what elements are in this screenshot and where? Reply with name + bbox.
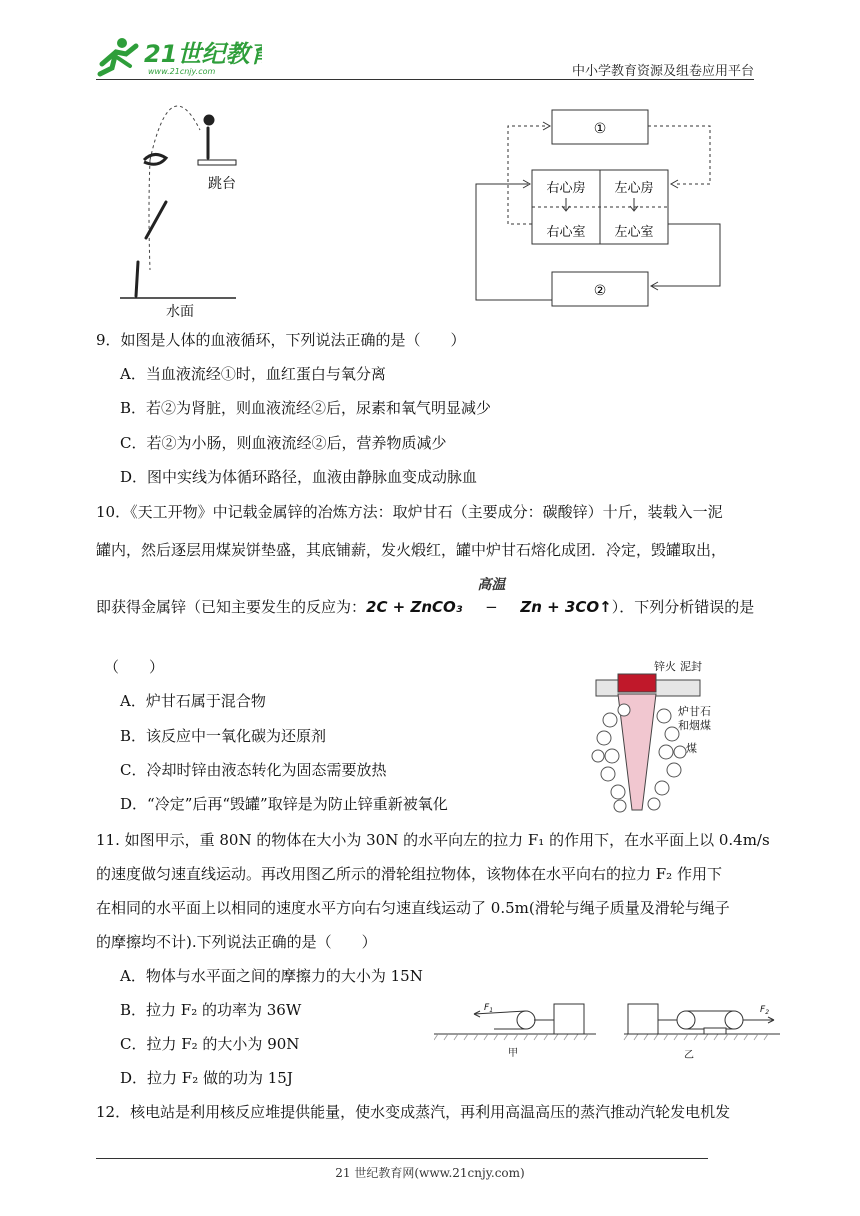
q11-option-a: A．物体与水平面之间的摩擦力的大小为 15N (120, 967, 423, 985)
left-ventricle-label: 左心室 (614, 225, 654, 240)
diving-figure (110, 90, 260, 324)
force-f1-label: $F_1$ (484, 1003, 494, 1014)
q12-line-1: 12．核电站是利用核反应堆提供能量，使水变成蒸汽，再利用高温高压的蒸汽推动汽轮发电机发 (96, 1103, 731, 1121)
platform-name: 中小学教育资源及组卷应用平台 (571, 64, 754, 79)
q11-line-3: 在相同的水平面上以相同的速度水平方向右匀速直线运动了 0.5m(滑轮与绳子质量及滑轮与绳子 (96, 899, 730, 917)
reaction-left: 2C + ZnCO₃ (366, 598, 463, 616)
q11-option-d: D．拉力 F₂ 做的功为 15J (120, 1069, 293, 1087)
right-ventricle-label: 右心室 (546, 225, 586, 240)
furnace-ore-label: 炉甘石 (678, 705, 711, 718)
q10-line-3-pre: 即获得金属锌（已知主要发生的反应为： (96, 598, 367, 616)
q10-line-3-post: ）．下列分析错误的是 (611, 598, 755, 616)
reaction-condition: 高温 (477, 577, 506, 593)
q9-option-a: A．当血液流经①时，血红蛋白与氧分离 (120, 365, 386, 383)
q10-line-3 (96, 577, 755, 617)
q11-option-b: B．拉力 F₂ 的功率为 36W (120, 1001, 302, 1019)
figure-jia-label: 甲 (508, 1048, 518, 1059)
q11-option-c: C．拉力 F₂ 的大小为 90N (120, 1035, 300, 1053)
furnace-coal-mix-label: 和烟煤 (678, 719, 711, 732)
footer-divider (96, 1158, 708, 1159)
diver-tuck (144, 154, 166, 164)
header-divider (96, 79, 754, 80)
q10-option-b: B．该反应中一氧化碳为还原剂 (120, 727, 327, 745)
q10-option-c: C．冷却时锌由液态转化为固态需要放热 (120, 761, 387, 779)
footer-link[interactable]: 21 世纪教育网(www.21cnjy.com) (335, 1166, 525, 1180)
furnace-figure (590, 660, 730, 824)
furnace-seal-label: 泥封 (680, 660, 702, 673)
diver-entering (136, 262, 138, 296)
left-atrium-label: 左心房 (614, 181, 654, 196)
water-label: 水面 (166, 304, 194, 320)
q10-option-d: D．“冷定”后再“毁罐”取锌是为防止锌重新被氧化 (120, 795, 448, 813)
circulation-diagram (470, 104, 730, 318)
force-f2-label: $F_2$ (760, 1005, 770, 1016)
box-1-label: ① (593, 121, 607, 137)
logo-url: www.21cnjy.com (148, 67, 216, 76)
q11-line-2: 的速度做匀速直线运动。再改用图乙所示的滑轮组拉物体，该物体在水平向右的拉力 F₂ 作用下 (96, 865, 722, 883)
q10-option-a: A．炉甘石属于混合物 (120, 692, 266, 710)
q10-line-2: 罐内，然后逐层用煤炭饼垫盛，其底铺薪，发火煅红，罐中炉甘石熔化成团．冷定，毁罐取出， (96, 541, 727, 559)
logo-text: 21世纪教育 (144, 40, 262, 68)
q11-line-4: 的摩擦均不计).下列说法正确的是（ ） (96, 933, 377, 951)
q9-option-c: C．若②为小肠，则血液流经②后，营养物质减少 (120, 434, 447, 452)
q11-line-1: 11. 如图甲示，重 80N 的物体在大小为 30N 的水平向左的拉力 F₁ 的作用下，在水平面上以 0.4m/s (96, 831, 770, 849)
diver-on-platform (205, 116, 213, 158)
q9-stem: 9．如图是人体的血液循环，下列说法正确的是（ ） (96, 331, 466, 349)
reaction-arrow: 高温 − (462, 597, 520, 617)
q10-line-1: 10．《天工开物》中记载金属锌的冶炼方法：取炉甘石（主要成分：碳酸锌）十斤，装载入一泥 (96, 503, 723, 521)
pulley-figure (434, 996, 780, 1072)
q10-line-4: （ ） (104, 658, 165, 676)
furnace-coal-label: 煤 (686, 742, 697, 755)
runner-logo-icon (100, 38, 136, 74)
right-atrium-label: 右心房 (546, 181, 586, 196)
figure-yi-label: 乙 (684, 1050, 694, 1061)
platform-label: 跳台 (208, 176, 236, 192)
site-logo (92, 34, 262, 82)
q9-option-d: D．图中实线为体循环路径，血液由静脉血变成动脉血 (120, 468, 478, 486)
reaction-right: Zn + 3CO↑ (520, 598, 612, 616)
box-2-label: ② (593, 283, 607, 299)
furnace-fire-label: 锌火 (654, 660, 676, 673)
q9-option-b: B．若②为肾脏，则血液流经②后，尿素和氧气明显减少 (120, 399, 492, 417)
